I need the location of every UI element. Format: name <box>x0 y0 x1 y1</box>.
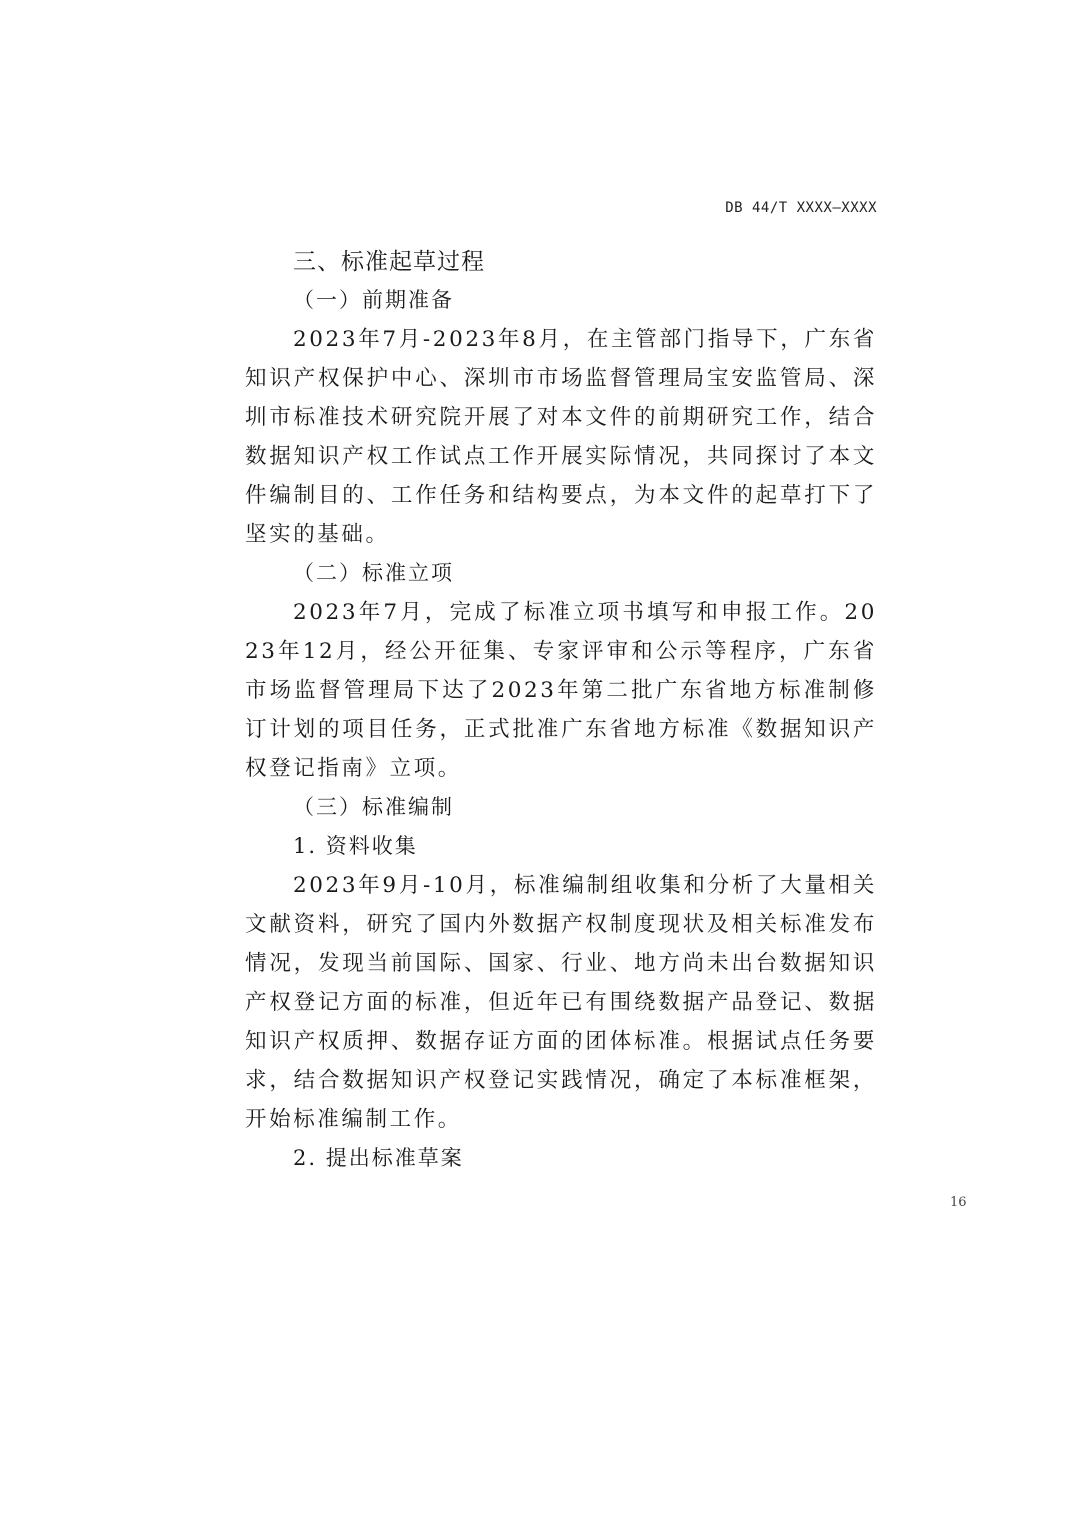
subsection-heading-approval: （二）标准立项 <box>293 561 454 585</box>
subsection-heading-preparation: （一）前期准备 <box>293 288 454 312</box>
paragraph-preparation: 2023年7月-2023年8月，在主管部门指导下，广东省知识产权保护中心、深圳市市场监督管理局宝安监管局、深圳市标准技术研究院开展了对本文件的前期研究工作，结合数据知识产权工作试点工作开展实际情况，共同探讨了本文件编制目的、工作任务和结构要点，为本文件的起草打下了坚实的基础。 <box>245 327 877 547</box>
document-body <box>245 243 877 1178</box>
page-number: 16 <box>950 1195 967 1210</box>
document-code: DB 44/T XXXX—XXXX <box>725 200 877 216</box>
item-heading-draft-proposal: 2. 提出标准草案 <box>293 1146 464 1170</box>
paragraph-data-collection: 2023年9月-10月，标准编制组收集和分析了大量相关文献资料，研究了国内外数据产权制度现状及相关标准发布情况，发现当前国际、国家、行业、地方尚未出台数据知识产权登记方面的标准，但近年已有围绕数据产品登记、数据知识产权质押、数据存证方面的团体标准。根据试点任务要求，结合数据知识产权登记实践情况，确定了本标准框架，开始标准编制工作。 <box>245 873 877 1132</box>
subsection-heading-drafting: （三）标准编制 <box>293 795 454 819</box>
paragraph-approval: 2023年7月，完成了标准立项书填写和申报工作。2023年12月，经公开征集、专家评审和公示等程序，广东省市场监督管理局下达了2023年第二批广东省地方标准制修订计划的项目任务，正式批准广东省地方标准《数据知识产权登记指南》立项。 <box>245 600 877 781</box>
section-heading: 三、标准起草过程 <box>293 249 485 275</box>
item-heading-data-collection: 1. 资料收集 <box>293 834 418 858</box>
